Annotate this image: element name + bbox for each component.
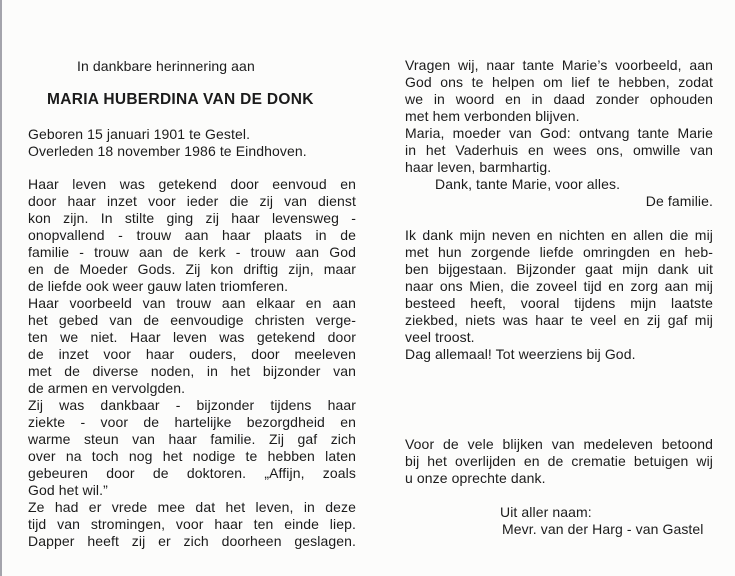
- deceased-name: MARIA HUBERDINA VAN DE DONK: [47, 91, 314, 108]
- right-page: [405, 57, 713, 538]
- text-line: Dag allemaal! Tot weerziens bij God.: [405, 346, 636, 362]
- text-line: besteed heeft, vooral tijdens mijn laatste: [405, 295, 713, 311]
- text-line: kon zijn. In stilte ging zij haar levensweg -: [28, 210, 356, 226]
- text-line: onopvallend - trouw aan haar plaats in de: [28, 227, 356, 243]
- text-line: veel troost.: [405, 329, 475, 345]
- text-line: Ze had er vrede mee dat het leven, in deze: [28, 499, 356, 515]
- text-line: God het wil.”: [28, 482, 108, 498]
- text-line: Zij was dankbaar - bijzonder tijdens haar: [28, 397, 356, 413]
- text-line: ziekte - voor de hartelijke bezorgdheid en: [28, 414, 356, 430]
- text-line: Dank, tante Marie, voor alles.: [435, 176, 621, 192]
- text-line: warme steun van haar familie. Zij gaf zich: [28, 431, 356, 447]
- text-line: de inzet voor haar ouders, door meeleven: [28, 346, 356, 362]
- text-line: over na toch nog het nodige te hebben laten: [28, 448, 356, 464]
- right-body-text: [405, 57, 713, 538]
- text-line: we in woord en in daad zonder ophouden: [405, 91, 713, 107]
- text-line: de armen en vervolgden.: [28, 380, 186, 396]
- text-line: ziekbed, niets was haar te veel en zij gaf mij: [405, 312, 713, 328]
- text-line: ten we niet. Haar leven was getekend door: [28, 329, 356, 345]
- text-line: door haar inzet voor ieder die zij van dienst: [28, 193, 356, 209]
- text-line: Voor de vele blijken van medeleven betoond: [405, 436, 713, 452]
- left-page: [28, 58, 356, 550]
- text-line: met hem verbonden blijven.: [405, 108, 580, 124]
- text-line: Ik dank mijn neven en nichten en allen die mij: [405, 227, 713, 243]
- text-line: in het Vaderhuis en wees ons, omwille van: [405, 142, 713, 158]
- text-line: ben bijgestaan. Bijzonder gaat mijn dank uit: [405, 261, 713, 277]
- life-dates: [28, 126, 356, 160]
- text-line: God ons te helpen om lief te hebben, zodat: [405, 74, 713, 90]
- text-line: Maria, moeder van God: ontvang tante Marie: [405, 125, 713, 141]
- text-line: Uit aller naam:: [500, 504, 592, 520]
- text-line: bij het overlijden en de crematie betuigen wij: [405, 453, 713, 469]
- text-line: Vragen wij, naar tante Marie’s voorbeeld, aan: [405, 57, 713, 73]
- intro-line: In dankbare herinnering aan: [77, 58, 255, 74]
- text-line: tijd van stromingen, voor haar ten einde liep.: [28, 516, 356, 532]
- text-line: Haar voorbeeld van trouw aan elkaar en aan: [28, 295, 356, 311]
- text-line: Haar leven was getekend door eenvoud en: [28, 176, 356, 192]
- text-line: gebeuren door de doktoren. „Affijn, zoals: [28, 465, 356, 481]
- text-line: De familie.: [645, 193, 713, 209]
- text-line: en de Moeder Gods. Zij kon driftig zijn, maar: [28, 261, 356, 277]
- death-line: Overleden 18 november 1986 te Eindhoven.: [28, 143, 307, 159]
- text-line: de liefde ook weer gauw laten triomferen.: [28, 278, 289, 294]
- text-line: Dapper heeft zij er zich doorheen geslagen.: [28, 533, 356, 549]
- birth-line: Geboren 15 januari 1901 te Gestel.: [28, 126, 251, 142]
- text-line: familie - trouw aan de kerk - trouw aan God: [28, 244, 356, 260]
- text-line: naar ons Mien, die zoveel tijd en zorg aan mij: [405, 278, 713, 294]
- scan-edge-line: [0, 0, 2, 576]
- left-body-text: [28, 176, 356, 550]
- text-line: haar leven, barmhartig.: [405, 159, 552, 175]
- text-line: Mevr. van der Harg - van Gastel: [502, 521, 704, 537]
- text-line: met de diverse noden, in het bijzonder van: [28, 363, 356, 379]
- text-line: met hun zorgende liefde omringden en heb-: [405, 244, 713, 260]
- text-line: het gebed van de eenvoudige christen verge-: [28, 312, 356, 328]
- text-line: u onze oprechte dank.: [405, 470, 546, 486]
